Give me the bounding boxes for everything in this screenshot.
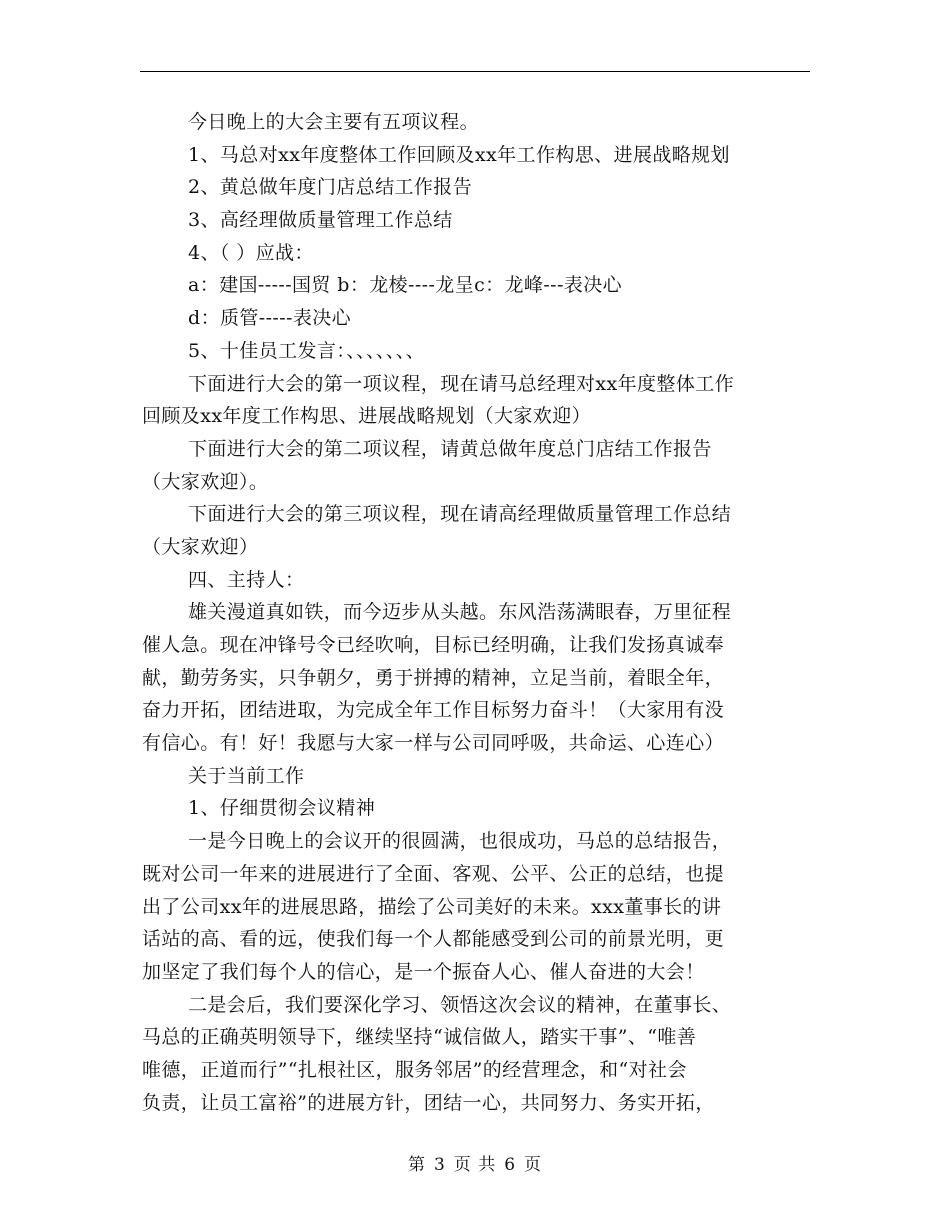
text-line: 5、十佳员工发言：、、、、、、、 bbox=[188, 339, 425, 362]
text-line: 马总的正确英明领导下，继续坚持“诚信做人，踏实干事”、“唯善 bbox=[142, 1026, 697, 1049]
page-footer bbox=[0, 1150, 950, 1175]
text-line: 下面进行大会的第一项议程，现在请马总经理对xx年度整体工作 bbox=[188, 372, 735, 395]
text-line: 1、马总对xx年度整体工作回顾及xx年工作构思、进展战略规划 bbox=[188, 143, 730, 166]
text-line: 加坚定了我们每个人的信心，是一个振奋人心、催人奋进的大会！ bbox=[142, 960, 705, 983]
text-line: 3、高经理做质量管理工作总结 bbox=[188, 209, 453, 232]
text-line: 奋力开拓，团结进取，为完成全年工作目标努力奋斗！（大家用有没 bbox=[142, 699, 725, 722]
text-line: 关于当前工作 bbox=[188, 764, 305, 787]
text-line: 二是会后，我们要深化学习、领悟这次会议的精神，在董事长、 bbox=[188, 993, 732, 1016]
footer-prefix: 第 bbox=[407, 1155, 426, 1175]
text-line: 话站的高、看的远，使我们每一个人都能感受到公司的前景光明，更 bbox=[142, 928, 725, 951]
header-rule bbox=[140, 71, 810, 72]
text-line: （大家欢迎）。 bbox=[142, 470, 269, 493]
text-line: 出了公司xx年的进展思路，描绘了公司美好的未来。xxx董事长的讲 bbox=[142, 895, 722, 918]
text-line: （大家欢迎） bbox=[142, 535, 259, 558]
text-line: a：建国-----国贸 b：龙棱----龙呈c：龙峰---表决心 bbox=[188, 274, 623, 297]
text-line: 1、仔细贯彻会议精神 bbox=[188, 797, 376, 820]
footer-suffix: 页 bbox=[524, 1155, 543, 1175]
text-line: 回顾及xx年度工作构思、进展战略规划（大家欢迎） bbox=[142, 405, 592, 428]
footer-page-total: 6 bbox=[504, 1155, 517, 1175]
text-line: 一是今日晚上的会议开的很圆满，也很成功，马总的总结报告， bbox=[188, 830, 732, 853]
text-line: 2、黄总做年度门店总结工作报告 bbox=[188, 176, 473, 199]
text-line: 唯德，正道而行”“扎根社区，服务邻居”的经营理念，和“对社会 bbox=[142, 1058, 687, 1081]
text-line: 催人急。现在冲锋号令已经吹响，目标已经明确，让我们发扬真诚奉 bbox=[142, 634, 725, 656]
text-line: 献，勤劳务实，只争朝夕，勇于拼搏的精神，立足当前，着眼全年， bbox=[142, 666, 725, 689]
text-line: 负责，让员工富裕”的进展方针，团结一心，共同努力、务实开拓， bbox=[142, 1091, 715, 1114]
text-line: 4、（ ）应战： bbox=[188, 241, 314, 264]
text-line: 雄关漫道真如铁，而今迈步从头越。东风浩荡满眼春，万里征程 bbox=[188, 601, 732, 624]
text-line: 下面进行大会的第二项议程，请黄总做年度总门店结工作报告 bbox=[188, 437, 712, 460]
footer-mid: 页 共 bbox=[453, 1155, 497, 1175]
document-body bbox=[142, 106, 810, 1119]
text-line: 有信心。有！好！我愿与大家一样与公司同呼吸，共命运、心连心） bbox=[142, 732, 725, 755]
text-line: 今日晚上的大会主要有五项议程。 bbox=[188, 111, 480, 133]
text-line: d：质管-----表决心 bbox=[188, 307, 352, 330]
footer-page-number: 3 bbox=[433, 1155, 446, 1175]
text-line: 既对公司一年来的进展进行了全面、客观、公平、公正的总结，也提 bbox=[142, 862, 725, 885]
text-line: 四、主持人： bbox=[188, 568, 305, 591]
text-line: 下面进行大会的第三项议程，现在请高经理做质量管理工作总结 bbox=[188, 503, 732, 526]
